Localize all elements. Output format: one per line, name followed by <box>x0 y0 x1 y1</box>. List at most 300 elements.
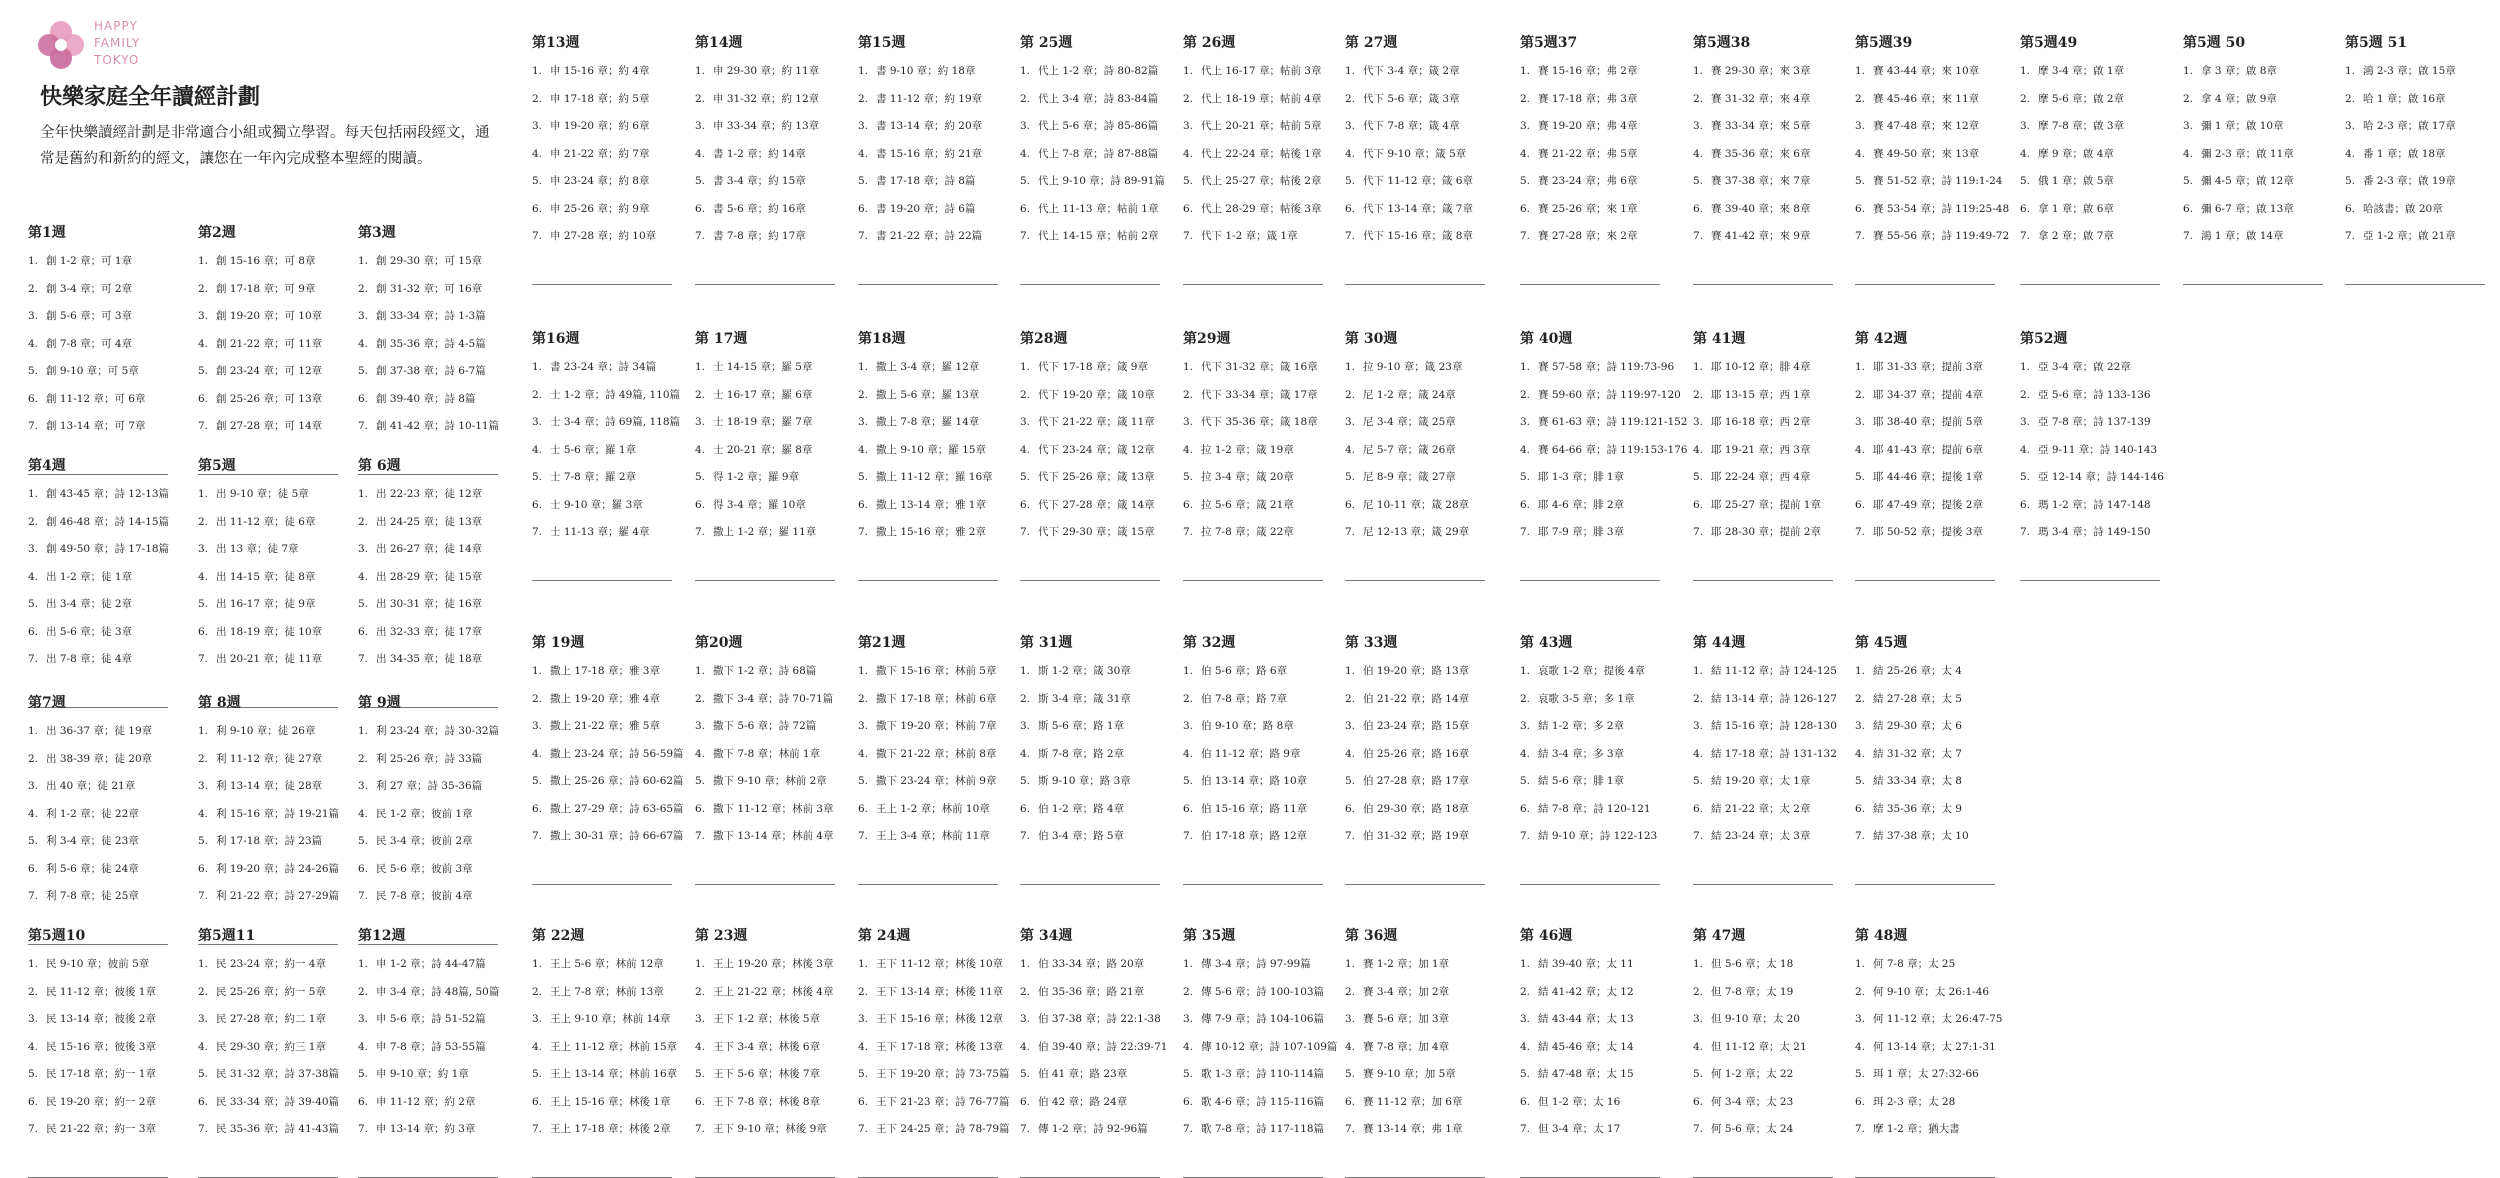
item-number: 3. <box>1183 120 1194 132</box>
week-title: 第 9週 <box>358 695 401 711</box>
item-number: 3. <box>1520 720 1531 732</box>
reading-item <box>2020 113 2160 141</box>
reading-list <box>1183 658 1323 851</box>
reading-item <box>532 437 672 465</box>
item-number: 5. <box>1183 1068 1194 1080</box>
week-title: 第 48週 <box>1855 928 1908 944</box>
item-number: 6. <box>1693 498 1704 511</box>
reading-text: 賽 29-30 章；來 3章 <box>1711 65 1811 77</box>
reading-item <box>28 718 168 746</box>
item-number: 6. <box>28 625 39 638</box>
item-number: 6. <box>1520 1095 1531 1108</box>
reading-text: 出 7-8 章；徒 4章 <box>46 653 133 665</box>
reading-item <box>28 773 168 801</box>
reading-item <box>28 248 168 276</box>
reading-item <box>1520 1006 1660 1034</box>
week-block <box>1520 32 1660 251</box>
reading-item <box>1520 823 1660 851</box>
divider-line <box>1020 284 1160 285</box>
week-title: 第14週 <box>695 35 743 51</box>
item-number: 6. <box>358 1095 369 1108</box>
reading-text: 民 15-16 章；彼後 3章 <box>46 1040 156 1053</box>
item-number: 2. <box>358 985 369 998</box>
reading-item <box>858 686 998 714</box>
reading-item <box>1020 437 1160 465</box>
divider-line <box>1020 580 1160 581</box>
reading-item <box>532 464 672 492</box>
reading-text: 賽 33-34 章；來 5章 <box>1711 120 1811 132</box>
item-number: 3. <box>1693 120 1704 132</box>
reading-text: 代上 5-6 章；詩 85-86篇 <box>1038 120 1159 132</box>
item-number: 4. <box>1855 443 1866 456</box>
reading-text: 伯 39-40 章；詩 22:39-71 <box>1038 1040 1168 1053</box>
reading-item <box>1520 768 1660 796</box>
reading-item <box>28 413 168 441</box>
reading-text: 結 37-38 章；太 10 <box>1873 830 1969 842</box>
reading-item <box>1345 409 1485 437</box>
reading-item <box>1855 1116 1995 1144</box>
week-title: 第4週 <box>28 458 66 474</box>
reading-item <box>198 331 338 359</box>
item-number: 4. <box>858 443 869 456</box>
item-number: 2. <box>198 985 209 998</box>
reading-text: 瑪 1-2 章；詩 147-148 <box>2038 498 2151 511</box>
reading-text: 代上 20-21 章；帖前 5章 <box>1201 120 1322 132</box>
reading-item <box>695 437 835 465</box>
week-block <box>198 222 338 441</box>
reading-text: 申 27-28 章；約 10章 <box>550 230 657 242</box>
reading-text: 尼 3-4 章；箴 25章 <box>1363 416 1456 428</box>
item-number: 2. <box>1520 388 1531 401</box>
reading-item <box>695 1116 835 1144</box>
reading-list <box>1693 58 1833 251</box>
reading-text: 伯 31-32 章；路 19章 <box>1363 830 1470 842</box>
divider-line <box>1345 580 1485 581</box>
item-number: 5. <box>858 175 869 187</box>
reading-text: 傳 10-12 章；詩 107-109篇 <box>1201 1040 1338 1053</box>
reading-item <box>358 358 498 386</box>
item-number: 1. <box>858 361 869 373</box>
week-block <box>532 632 684 851</box>
reading-text: 出 28-29 章；徒 15章 <box>376 570 483 583</box>
item-number: 6. <box>858 202 869 215</box>
reading-text: 番 1 章；啟 18章 <box>2363 147 2446 160</box>
reading-text: 王上 5-6 章；林前 12章 <box>550 958 664 970</box>
reading-item <box>198 276 338 304</box>
divider-line <box>695 284 835 285</box>
item-number: 7. <box>1855 526 1866 538</box>
reading-item <box>2183 113 2323 141</box>
reading-text: 書 19-20 章；詩 6篇 <box>876 202 976 215</box>
reading-list <box>1183 951 1338 1144</box>
item-number: 7. <box>2183 230 2194 242</box>
reading-text: 賽 51-52 章；詩 119:1-24 <box>1873 175 2003 187</box>
item-number: 1. <box>358 725 369 737</box>
item-number: 4. <box>2020 147 2031 160</box>
item-number: 6. <box>532 1095 543 1108</box>
item-number: 1. <box>198 255 209 267</box>
item-number: 5. <box>198 835 209 847</box>
item-number: 3. <box>1855 416 1866 428</box>
reading-text: 代上 7-8 章；詩 87-88篇 <box>1038 147 1159 160</box>
reading-item <box>1693 979 1833 1007</box>
reading-item <box>1020 354 1160 382</box>
reading-item <box>28 646 168 674</box>
reading-text: 申 33-34 章；約 13章 <box>713 120 820 132</box>
week-title: 第 35週 <box>1183 928 1236 944</box>
item-number: 1. <box>1520 665 1531 677</box>
reading-text: 尼 12-13 章；箴 29章 <box>1363 526 1470 538</box>
week-title: 第 8週 <box>198 695 241 711</box>
reading-text: 民 29-30 章；約三 1章 <box>216 1040 326 1053</box>
week-block <box>1693 32 1833 251</box>
reading-text: 王下 15-16 章；林後 12章 <box>876 1013 1004 1025</box>
reading-item <box>1520 1061 1660 1089</box>
week-title: 第 24週 <box>858 928 911 944</box>
reading-item <box>1855 113 1995 141</box>
item-number: 3. <box>695 720 706 732</box>
item-number: 5. <box>1345 471 1356 483</box>
item-number: 7. <box>695 830 706 842</box>
reading-item <box>28 1034 168 1062</box>
item-number: 4. <box>1520 147 1531 160</box>
reading-item <box>1855 741 1995 769</box>
reading-text: 何 7-8 章；太 25 <box>1873 958 1956 970</box>
reading-item <box>28 746 168 774</box>
reading-text: 伯 21-22 章；路 14章 <box>1363 692 1470 705</box>
item-number: 6. <box>358 862 369 875</box>
item-number: 2. <box>1855 92 1866 105</box>
item-number: 7. <box>1020 526 1031 538</box>
reading-text: 利 13-14 章；徒 28章 <box>216 780 323 792</box>
reading-item <box>1020 223 1160 251</box>
week-block <box>1855 32 2010 251</box>
reading-item <box>858 86 998 114</box>
item-number: 4. <box>1183 443 1194 456</box>
item-number: 1. <box>1183 361 1194 373</box>
reading-item <box>1693 354 1833 382</box>
reading-text: 民 9-10 章；彼前 5章 <box>46 958 150 970</box>
item-number: 7. <box>1693 1123 1704 1135</box>
reading-text: 但 7-8 章；太 19 <box>1711 985 1794 998</box>
reading-text: 拉 7-8 章；箴 22章 <box>1201 526 1294 538</box>
reading-text: 民 1-2 章；彼前 1章 <box>376 807 473 820</box>
week-block <box>198 692 338 911</box>
reading-item <box>1520 519 1660 547</box>
reading-text: 珥 1 章；太 27:32-66 <box>1873 1068 1979 1080</box>
item-number: 2. <box>1855 985 1866 998</box>
reading-item <box>695 168 835 196</box>
reading-text: 賽 11-12 章；加 6章 <box>1363 1095 1463 1108</box>
reading-text: 撒下 3-4 章；詩 70-71篇 <box>713 692 834 705</box>
week-block <box>695 632 835 851</box>
reading-text: 出 34-35 章；徒 18章 <box>376 653 483 665</box>
item-number: 3. <box>198 310 209 322</box>
week-title: 第5週 <box>198 458 236 474</box>
reading-item <box>1693 492 1833 520</box>
reading-text: 撒上 25-26 章；詩 60-62篇 <box>550 775 684 787</box>
item-number: 4. <box>1345 147 1356 160</box>
reading-text: 出 30-31 章；徒 16章 <box>376 598 483 610</box>
reading-item <box>1693 141 1833 169</box>
reading-item <box>1183 492 1323 520</box>
reading-text: 耶 4-6 章；腓 2章 <box>1538 498 1625 511</box>
reading-item <box>198 1006 338 1034</box>
reading-text: 民 17-18 章；約一 1章 <box>46 1068 156 1080</box>
item-number: 4. <box>1520 1040 1531 1053</box>
reading-text: 民 21-22 章；約一 3章 <box>46 1123 156 1135</box>
reading-item <box>695 196 835 224</box>
item-number: 5. <box>1020 1068 1031 1080</box>
logo-text: HAPPY FAMILY TOKYO <box>94 19 141 67</box>
item-number: 5. <box>198 1068 209 1080</box>
reading-text: 創 5-6 章；可 3章 <box>46 310 133 322</box>
reading-item <box>1020 658 1160 686</box>
reading-text: 但 5-6 章；太 18 <box>1711 958 1794 970</box>
reading-item <box>358 303 498 331</box>
item-number: 5. <box>1693 471 1704 483</box>
reading-text: 代下 29-30 章；箴 15章 <box>1038 526 1155 538</box>
reading-text: 王下 24-25 章；詩 78-79篇 <box>876 1123 1010 1135</box>
reading-item <box>198 564 338 592</box>
week-block <box>1855 632 1995 851</box>
reading-item <box>695 354 835 382</box>
week-block <box>1520 328 1688 547</box>
item-number: 7. <box>1520 830 1531 842</box>
item-number: 7. <box>28 890 39 902</box>
reading-item <box>2345 58 2485 86</box>
reading-text: 撒上 13-14 章；雅 1章 <box>876 498 986 511</box>
reading-text: 摩 5-6 章；啟 2章 <box>2038 92 2125 105</box>
reading-text: 出 36-37 章；徒 19章 <box>46 725 153 737</box>
reading-item <box>532 979 672 1007</box>
item-number: 6. <box>198 392 209 405</box>
reading-text: 彌 1 章；啟 10章 <box>2201 120 2284 132</box>
week-block <box>358 222 498 441</box>
reading-text: 伯 27-28 章；路 17章 <box>1363 775 1470 787</box>
reading-text: 民 11-12 章；彼後 1章 <box>46 985 156 998</box>
reading-text: 代下 3-4 章；箴 2章 <box>1363 65 1460 77</box>
reading-item <box>1693 223 1833 251</box>
week-block <box>1345 328 1485 547</box>
reading-text: 賽 64-66 章；詩 119:153-176 <box>1538 443 1688 456</box>
item-number: 7. <box>198 890 209 902</box>
reading-text: 申 25-26 章；約 9章 <box>550 202 650 215</box>
reading-list <box>358 951 498 1144</box>
reading-list <box>1345 354 1485 547</box>
reading-list <box>695 951 835 1144</box>
reading-text: 代下 9-10 章；箴 5章 <box>1363 147 1467 160</box>
item-number: 3. <box>28 780 39 792</box>
reading-item <box>858 951 1004 979</box>
reading-item <box>1693 519 1833 547</box>
week-block <box>28 455 168 674</box>
item-number: 6. <box>532 202 543 215</box>
item-number: 1. <box>2345 65 2356 77</box>
item-number: 2. <box>2020 388 2031 401</box>
week-block <box>858 328 998 547</box>
item-number: 7. <box>1345 526 1356 538</box>
item-number: 4. <box>532 443 543 456</box>
week-title: 第 45週 <box>1855 635 1908 651</box>
item-number: 1. <box>1183 665 1194 677</box>
reading-list <box>1345 58 1485 251</box>
reading-item <box>1345 1034 1485 1062</box>
reading-text: 耶 13-15 章；西 1章 <box>1711 388 1811 401</box>
reading-item <box>2020 464 2164 492</box>
reading-text: 耶 28-30 章；提前 2章 <box>1711 526 1821 538</box>
reading-text: 出 38-39 章；徒 20章 <box>46 752 153 765</box>
week-block <box>1345 632 1485 851</box>
week-block <box>358 925 498 1144</box>
reading-list <box>1855 58 2010 251</box>
divider-line <box>2020 284 2160 285</box>
reading-item <box>358 856 498 884</box>
reading-text: 民 3-4 章；彼前 2章 <box>376 835 473 847</box>
reading-text: 王上 19-20 章；林後 3章 <box>713 958 834 970</box>
reading-item <box>695 1089 835 1117</box>
divider-line <box>858 284 998 285</box>
item-number: 2. <box>1020 388 1031 401</box>
item-number: 4. <box>1693 443 1704 456</box>
reading-item <box>358 481 498 509</box>
reading-item <box>198 413 338 441</box>
reading-item <box>858 354 998 382</box>
week-block <box>1020 32 1165 251</box>
reading-text: 利 15-16 章；詩 19-21篇 <box>216 807 340 820</box>
reading-item <box>695 796 835 824</box>
reading-list <box>1520 58 1660 251</box>
reading-text: 出 14-15 章；徒 8章 <box>216 570 316 583</box>
week-block <box>198 925 338 1144</box>
reading-text: 拿 3 章；啟 8章 <box>2201 65 2277 77</box>
item-number: 5. <box>1183 175 1194 187</box>
reading-item <box>1520 464 1660 492</box>
item-number: 4. <box>198 1040 209 1053</box>
item-number: 6. <box>198 625 209 638</box>
reading-item <box>1345 1061 1485 1089</box>
reading-text: 耶 10-12 章；腓 4章 <box>1711 361 1811 373</box>
reading-text: 書 7-8 章；約 17章 <box>713 230 806 242</box>
item-number: 7. <box>695 1123 706 1135</box>
reading-text: 伯 29-30 章；路 18章 <box>1363 802 1470 815</box>
reading-item <box>858 409 998 437</box>
reading-text: 利 25-26 章；詩 33篇 <box>376 752 483 765</box>
reading-item <box>1020 768 1160 796</box>
reading-text: 彌 6-7 章；啟 13章 <box>2201 202 2294 215</box>
reading-text: 代下 33-34 章；箴 17章 <box>1201 388 1318 401</box>
reading-item <box>1855 1034 1995 1062</box>
reading-text: 代上 28-29 章；帖後 3章 <box>1201 202 1322 215</box>
reading-item <box>1693 86 1833 114</box>
divider-line <box>1520 284 1660 285</box>
item-number: 5. <box>695 471 706 483</box>
reading-list <box>28 481 168 674</box>
reading-text: 賽 5-6 章；加 3章 <box>1363 1013 1450 1025</box>
reading-text: 伯 25-26 章；路 16章 <box>1363 747 1470 760</box>
week-title: 第 41週 <box>1693 331 1746 347</box>
reading-text: 摩 7-8 章；啟 3章 <box>2038 120 2125 132</box>
reading-item <box>1020 741 1160 769</box>
item-number: 4. <box>1693 147 1704 160</box>
reading-text: 創 19-20 章；可 10章 <box>216 310 323 322</box>
reading-item <box>1855 492 1995 520</box>
reading-text: 結 23-24 章；太 3章 <box>1711 830 1811 842</box>
reading-item <box>1345 168 1485 196</box>
item-number: 1. <box>28 255 39 267</box>
item-number: 1. <box>1520 958 1531 970</box>
reading-text: 王上 9-10 章；林前 14章 <box>550 1013 671 1025</box>
item-number: 7. <box>198 1123 209 1135</box>
reading-text: 彌 4-5 章；啟 12章 <box>2201 175 2294 187</box>
item-number: 2. <box>1183 388 1194 401</box>
item-number: 7. <box>1183 1123 1194 1135</box>
item-number: 2. <box>1693 92 1704 105</box>
item-number: 4. <box>1020 1040 1031 1053</box>
reading-text: 王下 1-2 章；林後 5章 <box>713 1013 821 1025</box>
reading-text: 賽 59-60 章；詩 119:97-120 <box>1538 388 1681 401</box>
reading-text: 利 1-2 章；徒 22章 <box>46 807 139 820</box>
reading-item <box>695 113 835 141</box>
reading-list <box>1345 658 1485 851</box>
item-number: 1. <box>1855 958 1866 970</box>
divider-line <box>1855 884 1995 885</box>
reading-item <box>1855 823 1995 851</box>
reading-item <box>198 1061 338 1089</box>
reading-item <box>28 1116 168 1144</box>
reading-text: 但 1-2 章；太 16 <box>1538 1095 1621 1108</box>
item-number: 5. <box>1183 471 1194 483</box>
reading-text: 耶 44-46 章；提後 1章 <box>1873 471 1983 483</box>
item-number: 2. <box>1183 92 1194 105</box>
reading-text: 哈該書；啟 20章 <box>2363 202 2443 215</box>
reading-text: 拉 1-2 章；箴 19章 <box>1201 443 1294 456</box>
reading-text: 賽 23-24 章；弗 6章 <box>1538 175 1638 187</box>
item-number: 7. <box>1020 830 1031 842</box>
reading-item <box>28 509 168 537</box>
reading-text: 珥 2-3 章；太 28 <box>1873 1095 1956 1108</box>
week-title: 第 26週 <box>1183 35 1236 51</box>
reading-text: 歌 4-6 章；詩 115-116篇 <box>1201 1095 1325 1108</box>
reading-text: 創 25-26 章；可 13章 <box>216 392 323 405</box>
item-number: 2. <box>1693 692 1704 705</box>
reading-list <box>28 248 168 441</box>
item-number: 3. <box>1183 720 1194 732</box>
reading-item <box>1020 1116 1160 1144</box>
reading-item <box>1520 437 1688 465</box>
reading-text: 撒上 15-16 章；雅 2章 <box>876 526 986 538</box>
reading-item <box>1345 686 1485 714</box>
reading-text: 代下 21-22 章；箴 11章 <box>1038 416 1155 428</box>
item-number: 5. <box>358 598 369 610</box>
item-number: 6. <box>1183 202 1194 215</box>
week-block <box>858 925 1010 1144</box>
week-block <box>1693 328 1833 547</box>
reading-item <box>1520 979 1660 1007</box>
reading-text: 斯 9-10 章；路 3章 <box>1038 775 1131 787</box>
week-title: 第 25週 <box>1020 35 1073 51</box>
item-number: 3. <box>532 416 543 428</box>
item-number: 3. <box>1520 1013 1531 1025</box>
reading-item <box>1183 464 1323 492</box>
reading-text: 賽 37-38 章；來 7章 <box>1711 175 1811 187</box>
reading-text: 創 37-38 章；詩 6-7篇 <box>376 365 486 377</box>
reading-item <box>1855 519 1995 547</box>
week-title: 第3週 <box>358 225 396 241</box>
item-number: 4. <box>358 807 369 820</box>
item-number: 4. <box>28 807 39 820</box>
item-number: 5. <box>1855 175 1866 187</box>
